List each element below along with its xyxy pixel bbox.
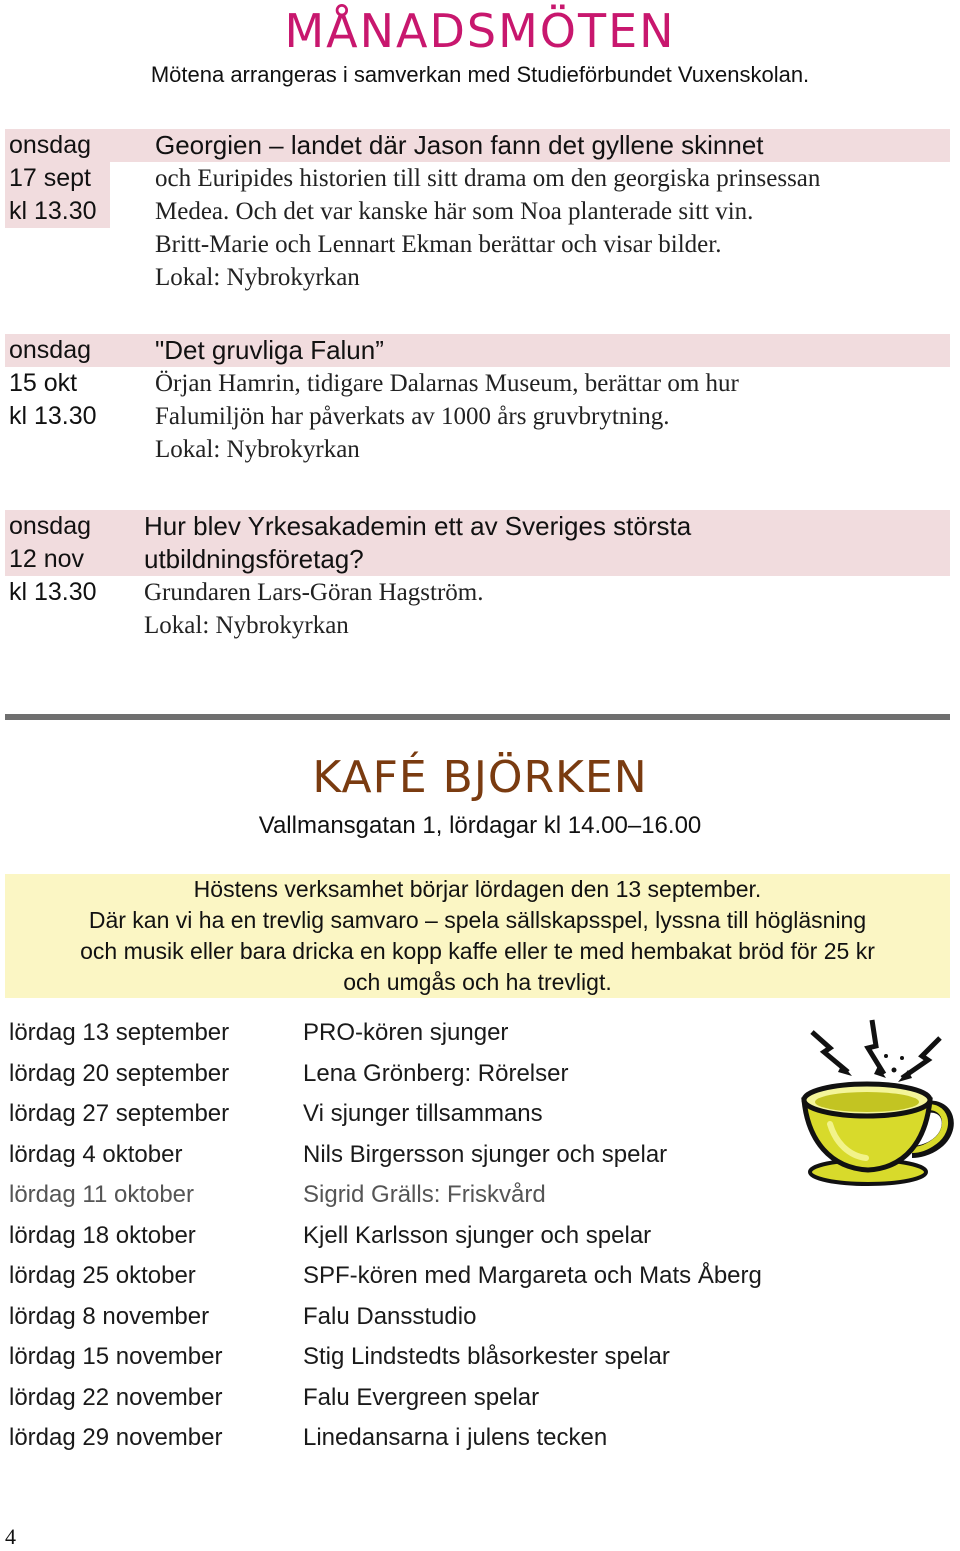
meeting-day: onsdag [9, 336, 92, 364]
meeting-day: onsdag [9, 512, 92, 540]
schedule-row [9, 1381, 909, 1422]
schedule-date: lördag 13 september [9, 1019, 230, 1046]
meeting-2-date [9, 334, 111, 433]
schedule-row [9, 1421, 909, 1462]
page-number: 4 [5, 1524, 16, 1549]
page-title: MÅNADSMÖTEN [284, 4, 676, 58]
schedule-date: lördag 11 oktober [9, 1181, 195, 1208]
meeting-text: Britt-Marie och Lennart Ekman berättar och visar bilder. [155, 231, 722, 258]
meeting-title: Georgien – landet där Jason fann det gyllene skinnet [155, 130, 764, 160]
schedule-date: lördag 20 september [9, 1059, 230, 1087]
meeting-1-content [155, 129, 950, 294]
meeting-title: Hur blev Yrkesakademin ett av Sveriges största [144, 511, 692, 541]
schedule-row [9, 1300, 909, 1341]
meeting-title: "Det gruvliga Falun” [155, 335, 384, 365]
schedule-event: Nils Birgersson sjunger och spelar [303, 1140, 668, 1168]
meeting-date-text: 12 nov [9, 545, 85, 573]
meeting-time: kl 13.30 [9, 578, 97, 606]
schedule-event: PRO-kören sjunger [303, 1019, 509, 1046]
section-divider [5, 714, 950, 720]
schedule-row [9, 1178, 909, 1219]
meeting-2-content [155, 334, 950, 466]
meeting-venue: Lokal: Nybrokyrkan [155, 264, 360, 291]
coffee-cup-icon [790, 1012, 955, 1192]
meeting-title: utbildningsföretag? [144, 544, 364, 574]
schedule-event: Falu Evergreen spelar [303, 1383, 540, 1411]
schedule-row [9, 1016, 909, 1057]
schedule-date: lördag 8 november [9, 1302, 210, 1330]
schedule-event: Linedansarna i julens tecken [303, 1424, 608, 1451]
schedule-date: lördag 25 oktober [9, 1262, 196, 1289]
schedule-event: Lena Grönberg: Rörelser [303, 1059, 569, 1087]
meeting-text: Medea. Och det var kanske här som Noa planterade sitt vin. [155, 198, 754, 225]
schedule-event: Stig Lindstedts blåsorkester spelar [303, 1343, 670, 1370]
meeting-time: kl 13.30 [9, 402, 97, 430]
meeting-text: Grundaren Lars-Göran Hagström. [144, 579, 484, 606]
kafe-info-box [5, 874, 950, 998]
schedule-row [9, 1138, 909, 1179]
meeting-venue: Lokal: Nybrokyrkan [155, 436, 360, 463]
kafe-title: KAFÉ BJÖRKEN [312, 752, 648, 803]
schedule-row [9, 1057, 909, 1098]
info-line: och musik eller bara dricka en kopp kaffe eller te med hembakat bröd för 25 kr [80, 938, 875, 964]
meeting-text: Örjan Hamrin, tidigare Dalarnas Museum, berättar om hur [155, 370, 739, 397]
schedule-event: Sigrid Grälls: Friskvård [303, 1181, 546, 1208]
meeting-day: onsdag [9, 131, 92, 159]
schedule-event: Vi sjunger tillsammans [303, 1100, 543, 1127]
schedule-date: lördag 27 september [9, 1100, 230, 1127]
info-line: Höstens verksamhet börjar lördagen den 13 september. [193, 876, 762, 902]
schedule-row [9, 1340, 909, 1381]
schedule-event: SPF-kören med Margareta och Mats Åberg [303, 1262, 762, 1289]
page-subtitle: Mötena arrangeras i samverkan med Studieförbundet Vuxenskolan. [150, 62, 810, 87]
meeting-venue: Lokal: Nybrokyrkan [144, 612, 349, 639]
meeting-date-text: 17 sept [9, 164, 92, 192]
info-line: Där kan vi ha en trevlig samvaro – spela sällskapsspel, lyssna till högläsning [88, 907, 867, 933]
meeting-text: och Euripides historien till sitt drama om den georgiska prinsessan [155, 165, 821, 192]
schedule-row [9, 1259, 909, 1300]
schedule-row [9, 1097, 909, 1138]
meeting-3-date [9, 510, 111, 609]
kafe-schedule [9, 1016, 909, 1462]
meeting-1-date [9, 129, 111, 228]
meeting-date-text: 15 okt [9, 369, 78, 397]
meeting-3-content [144, 510, 950, 642]
schedule-date: lördag 29 november [9, 1424, 223, 1451]
schedule-date: lördag 22 november [9, 1383, 223, 1411]
schedule-row [9, 1219, 909, 1260]
schedule-date: lördag 15 november [9, 1343, 223, 1370]
schedule-date: lördag 4 oktober [9, 1140, 183, 1168]
meeting-time: kl 13.30 [9, 197, 97, 225]
schedule-event: Falu Dansstudio [303, 1302, 477, 1330]
meeting-text: Falumiljön har påverkats av 1000 års gruvbrytning. [155, 403, 670, 430]
schedule-event: Kjell Karlsson sjunger och spelar [303, 1221, 652, 1249]
info-line: och umgås och ha trevligt. [343, 969, 612, 995]
schedule-date: lördag 18 oktober [9, 1221, 196, 1249]
kafe-subtitle: Vallmansgatan 1, lördagar kl 14.00–16.00 [258, 812, 702, 839]
